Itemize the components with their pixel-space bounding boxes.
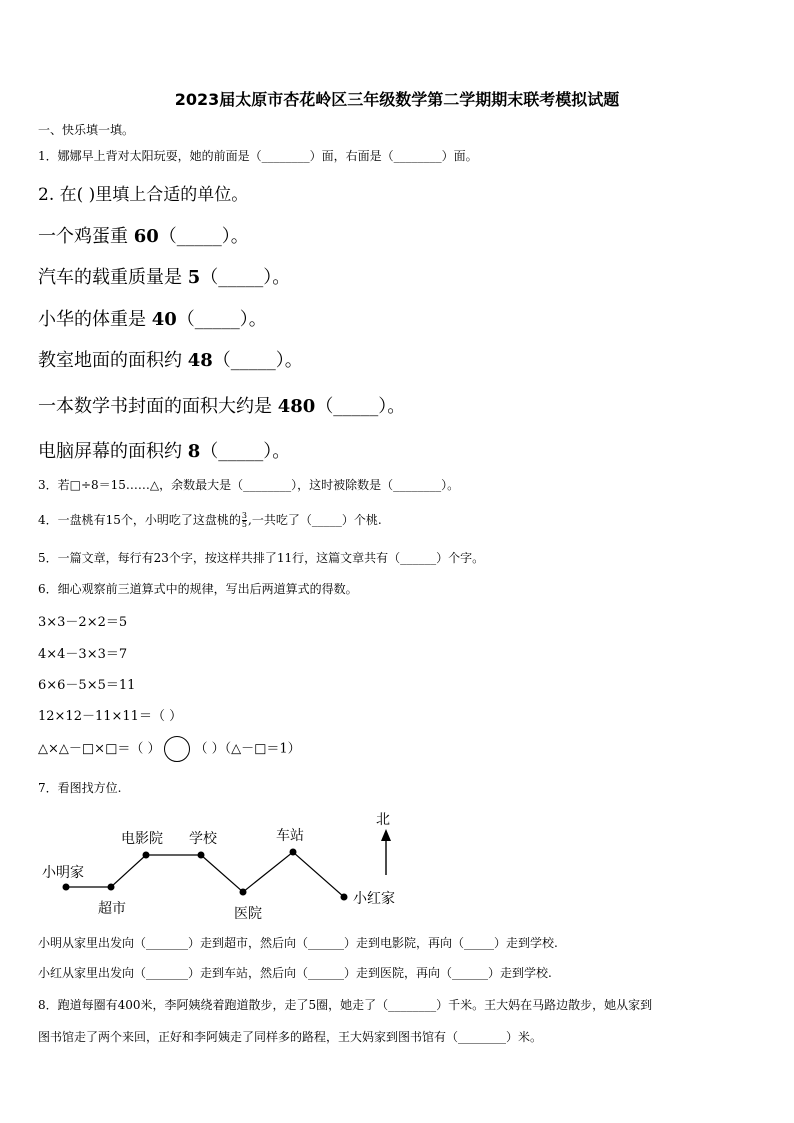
unit-value: 480 — [277, 396, 316, 417]
question-4 — [38, 511, 382, 529]
unit-item — [38, 437, 290, 463]
unit-blank: （_____）。 — [158, 226, 249, 247]
unit-value: 48 — [187, 350, 213, 371]
question-7-line: 小明从家里出发向（_______）走到超市，然后向（______）走到电影院，再向（_____）走到学校. — [38, 936, 558, 950]
question-text: 在( )里填上合适的单位。 — [59, 185, 249, 205]
unit-item — [38, 392, 405, 418]
map-point — [290, 849, 297, 856]
unit-item — [38, 263, 290, 289]
map-label-school: 学校 — [189, 831, 217, 847]
question-6: 6．细心观察前三道算式中的规律，写出后两道算式的得数。 — [38, 582, 358, 596]
question-text: ,一共吃了（_____）个桃. — [248, 513, 382, 527]
map-point — [63, 884, 70, 891]
unit-value: 8 — [187, 441, 201, 462]
map-label-station: 车站 — [276, 828, 304, 844]
question-5: 5．一篇文章，每行有23个字，按这样共排了11行，这篇文章共有（______）个字。 — [38, 551, 485, 565]
comparison-circle — [164, 736, 190, 762]
unit-value: 60 — [133, 226, 159, 247]
equation-left: △×△－□×□＝（ ） — [38, 741, 161, 757]
map-point — [341, 894, 348, 901]
unit-item — [38, 222, 249, 248]
question-number: 2. — [38, 185, 55, 205]
fraction-numerator: 3 — [241, 511, 247, 520]
question-7-line: 小红从家里出发向（_______）走到车站，然后向（______）走到医院，再向（______）走到学校. — [38, 966, 552, 980]
question-7: 7．看图找方位. — [38, 781, 122, 795]
equation: 3×3－2×2＝5 — [38, 615, 128, 630]
page-title: 2023届太原市杏花岭区三年级数学第二学期期末联考模拟试题 — [174, 90, 620, 109]
unit-label: 电脑屏幕的面积约 — [38, 441, 182, 462]
question-8: 8．跑道每圈有400米，李阿姨绕着跑道散步，走了5圈，她走了（________）千米。王大妈在马路边散步，她从家到 — [38, 998, 653, 1012]
equation: 12×12－11×11＝（ ） — [38, 709, 183, 724]
question-2 — [38, 180, 248, 205]
map-point — [198, 852, 205, 859]
map-label-cinema: 电影院 — [121, 831, 163, 847]
fraction — [242, 512, 247, 529]
unit-value: 40 — [151, 309, 177, 330]
question-3: 3．若□÷8＝15……△，余数最大是（________），这时被除数是（________）。 — [38, 478, 460, 492]
unit-label: 一本数学书封面的面积大约是 — [38, 396, 272, 417]
unit-blank: （_____）。 — [212, 350, 303, 371]
equation — [38, 736, 301, 762]
unit-item — [38, 305, 267, 331]
route-line — [66, 852, 344, 897]
unit-blank: （_____）。 — [315, 396, 406, 417]
direction-map — [38, 805, 418, 925]
equation-right: （ ）（△－□＝1） — [194, 741, 301, 757]
north-label: 北 — [376, 812, 390, 828]
unit-label: 教室地面的面积约 — [38, 350, 182, 371]
question-text: 4．一盘桃有15个，小明吃了这盘桃的 — [38, 513, 241, 527]
map-point — [143, 852, 150, 859]
map-label-xiaoming-home: 小明家 — [42, 865, 84, 881]
unit-item — [38, 346, 303, 372]
map-point — [240, 889, 247, 896]
equation: 4×4－3×3＝7 — [38, 647, 128, 662]
equation: 6×6－5×5＝11 — [38, 678, 136, 693]
unit-blank: （_____）。 — [200, 441, 291, 462]
map-point — [108, 884, 115, 891]
section-heading: 一、快乐填一填。 — [38, 123, 135, 137]
fraction-denominator: 5 — [241, 520, 247, 529]
map-label-xiaohong-home: 小红家 — [353, 891, 395, 907]
unit-label: 小华的体重是 — [38, 309, 146, 330]
unit-blank: （_____）。 — [200, 267, 291, 288]
map-label-supermarket: 超市 — [98, 901, 126, 917]
unit-value: 5 — [187, 267, 201, 288]
unit-label: 一个鸡蛋重 — [38, 226, 128, 247]
map-label-hospital: 医院 — [234, 906, 262, 922]
unit-blank: （_____）。 — [176, 309, 267, 330]
question-8-cont: 图书馆走了两个来回，正好和李阿姨走了同样多的路程，王大妈家到图书馆有（________）米。 — [38, 1030, 543, 1044]
question-1: 1．娜娜早上背对太阳玩耍，她的前面是（________）面，右面是（________）面。 — [38, 149, 478, 163]
unit-label: 汽车的载重质量是 — [38, 267, 182, 288]
north-arrow-icon — [381, 829, 391, 841]
